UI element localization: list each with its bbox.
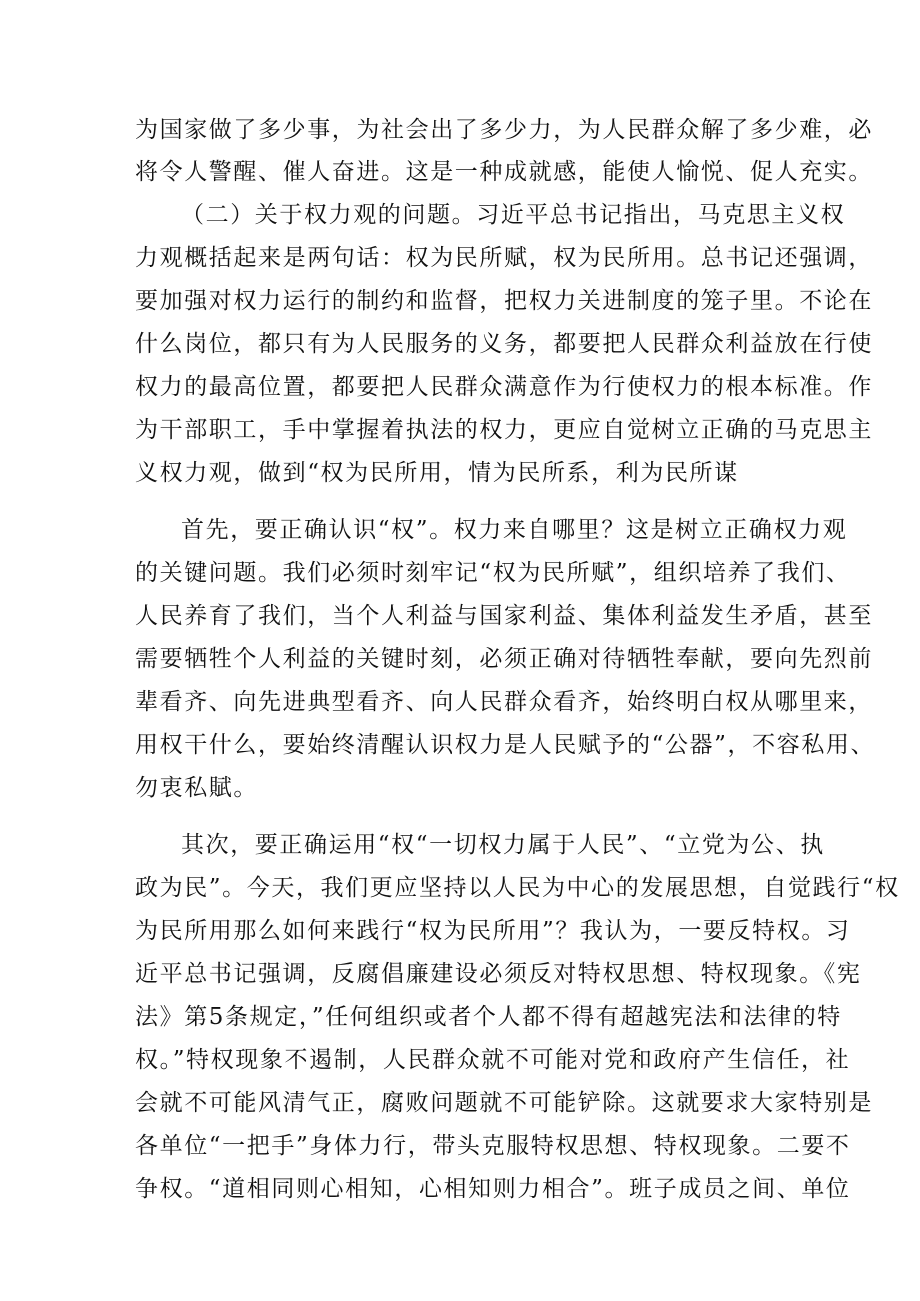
text-line: 辈看齐、向先进典型看齐、向人民群众看齐，始终明白权从哪里来， bbox=[135, 689, 873, 715]
text-line: 用权干什么，要始终清醒认识权力是人民赋予的“公器”，不容私用、 bbox=[135, 732, 876, 758]
text-line: 义权力观，做到“权为民所用，情为民所系，利为民所谋 bbox=[135, 460, 739, 486]
text-line: 人民养育了我们，当个人利益与国家利益、集体利益发生矛盾，甚至 bbox=[135, 603, 873, 629]
text-line: 将令人警醒、催人奋进。这是一种成就感，能使人愉悦、促人充实。 bbox=[135, 159, 873, 185]
text-line: 勿衷私賦。 bbox=[135, 775, 258, 801]
text-line: 需要牺牲个人利益的关键时刻，必须正确对待牺牲奉献，要向先烈前 bbox=[135, 646, 873, 672]
text-line: 为干部职工，手中掌握着执法的权力，更应自觉树立正确的马克思主 bbox=[135, 417, 873, 443]
text-line: 力观概括起来是两句话：权为民所赋，权为民所用。总书记还强调， bbox=[135, 245, 873, 271]
text-line: 什么岗位，都只有为人民服务的义务，都要把人民群众利益放在行使 bbox=[135, 331, 873, 357]
text-line: 要加强对权力运行的制约和监督，把权力关进制度的笼子里。不论在 bbox=[135, 288, 873, 314]
text-line: 法》第5条规定，”任何组织或者个人都不得有超越宪法和法律的特 bbox=[135, 1004, 842, 1030]
text-line: 政为民”。今天，我们更应坚持以人民为中心的发展思想，自觉践行“权 bbox=[135, 875, 900, 901]
text-line: 争权。“道相同则心相知，心相知则力相合”。班子成员之间、单位 bbox=[135, 1176, 851, 1202]
text-line: 的关键问题。我们必须时刻牢记“权为民所赋”，组织培养了我们、 bbox=[135, 560, 851, 586]
text-line: 首先，要正确认识“权”。权力来自哪里？这是树立正确权力观 bbox=[181, 517, 848, 543]
text-line: 权力的最高位置，都要把人民群众满意作为行使权力的根本标准。作 bbox=[135, 374, 873, 400]
text-line: 为国家做了多少事，为社会出了多少力，为人民群众解了多少难，必 bbox=[135, 117, 873, 143]
text-line: 其次，要正确运用“权“一切权力属于人民”、“立党为公、执 bbox=[181, 832, 825, 858]
text-line: 权。”特权现象不遏制，人民群众就不可能对党和政府产生信任，社 bbox=[135, 1047, 851, 1073]
text-line: 会就不可能风清气正，腐败问题就不可能铲除。这就要求大家特别是 bbox=[135, 1090, 873, 1116]
text-line: 近平总书记强调，反腐倡廉建设必须反对特权思想、特权现象。《宪 bbox=[135, 961, 862, 987]
text-line: （二）关于权力观的问题。习近平总书记指出，马克思主义权 bbox=[181, 202, 846, 228]
text-line: 各单位“一把手”身体力行，带头克服特权思想、特权现象。二要不 bbox=[135, 1133, 851, 1159]
text-line: 为民所用那么如何来践行“权为民所用”？我认为，一要反特权。习 bbox=[135, 918, 851, 944]
